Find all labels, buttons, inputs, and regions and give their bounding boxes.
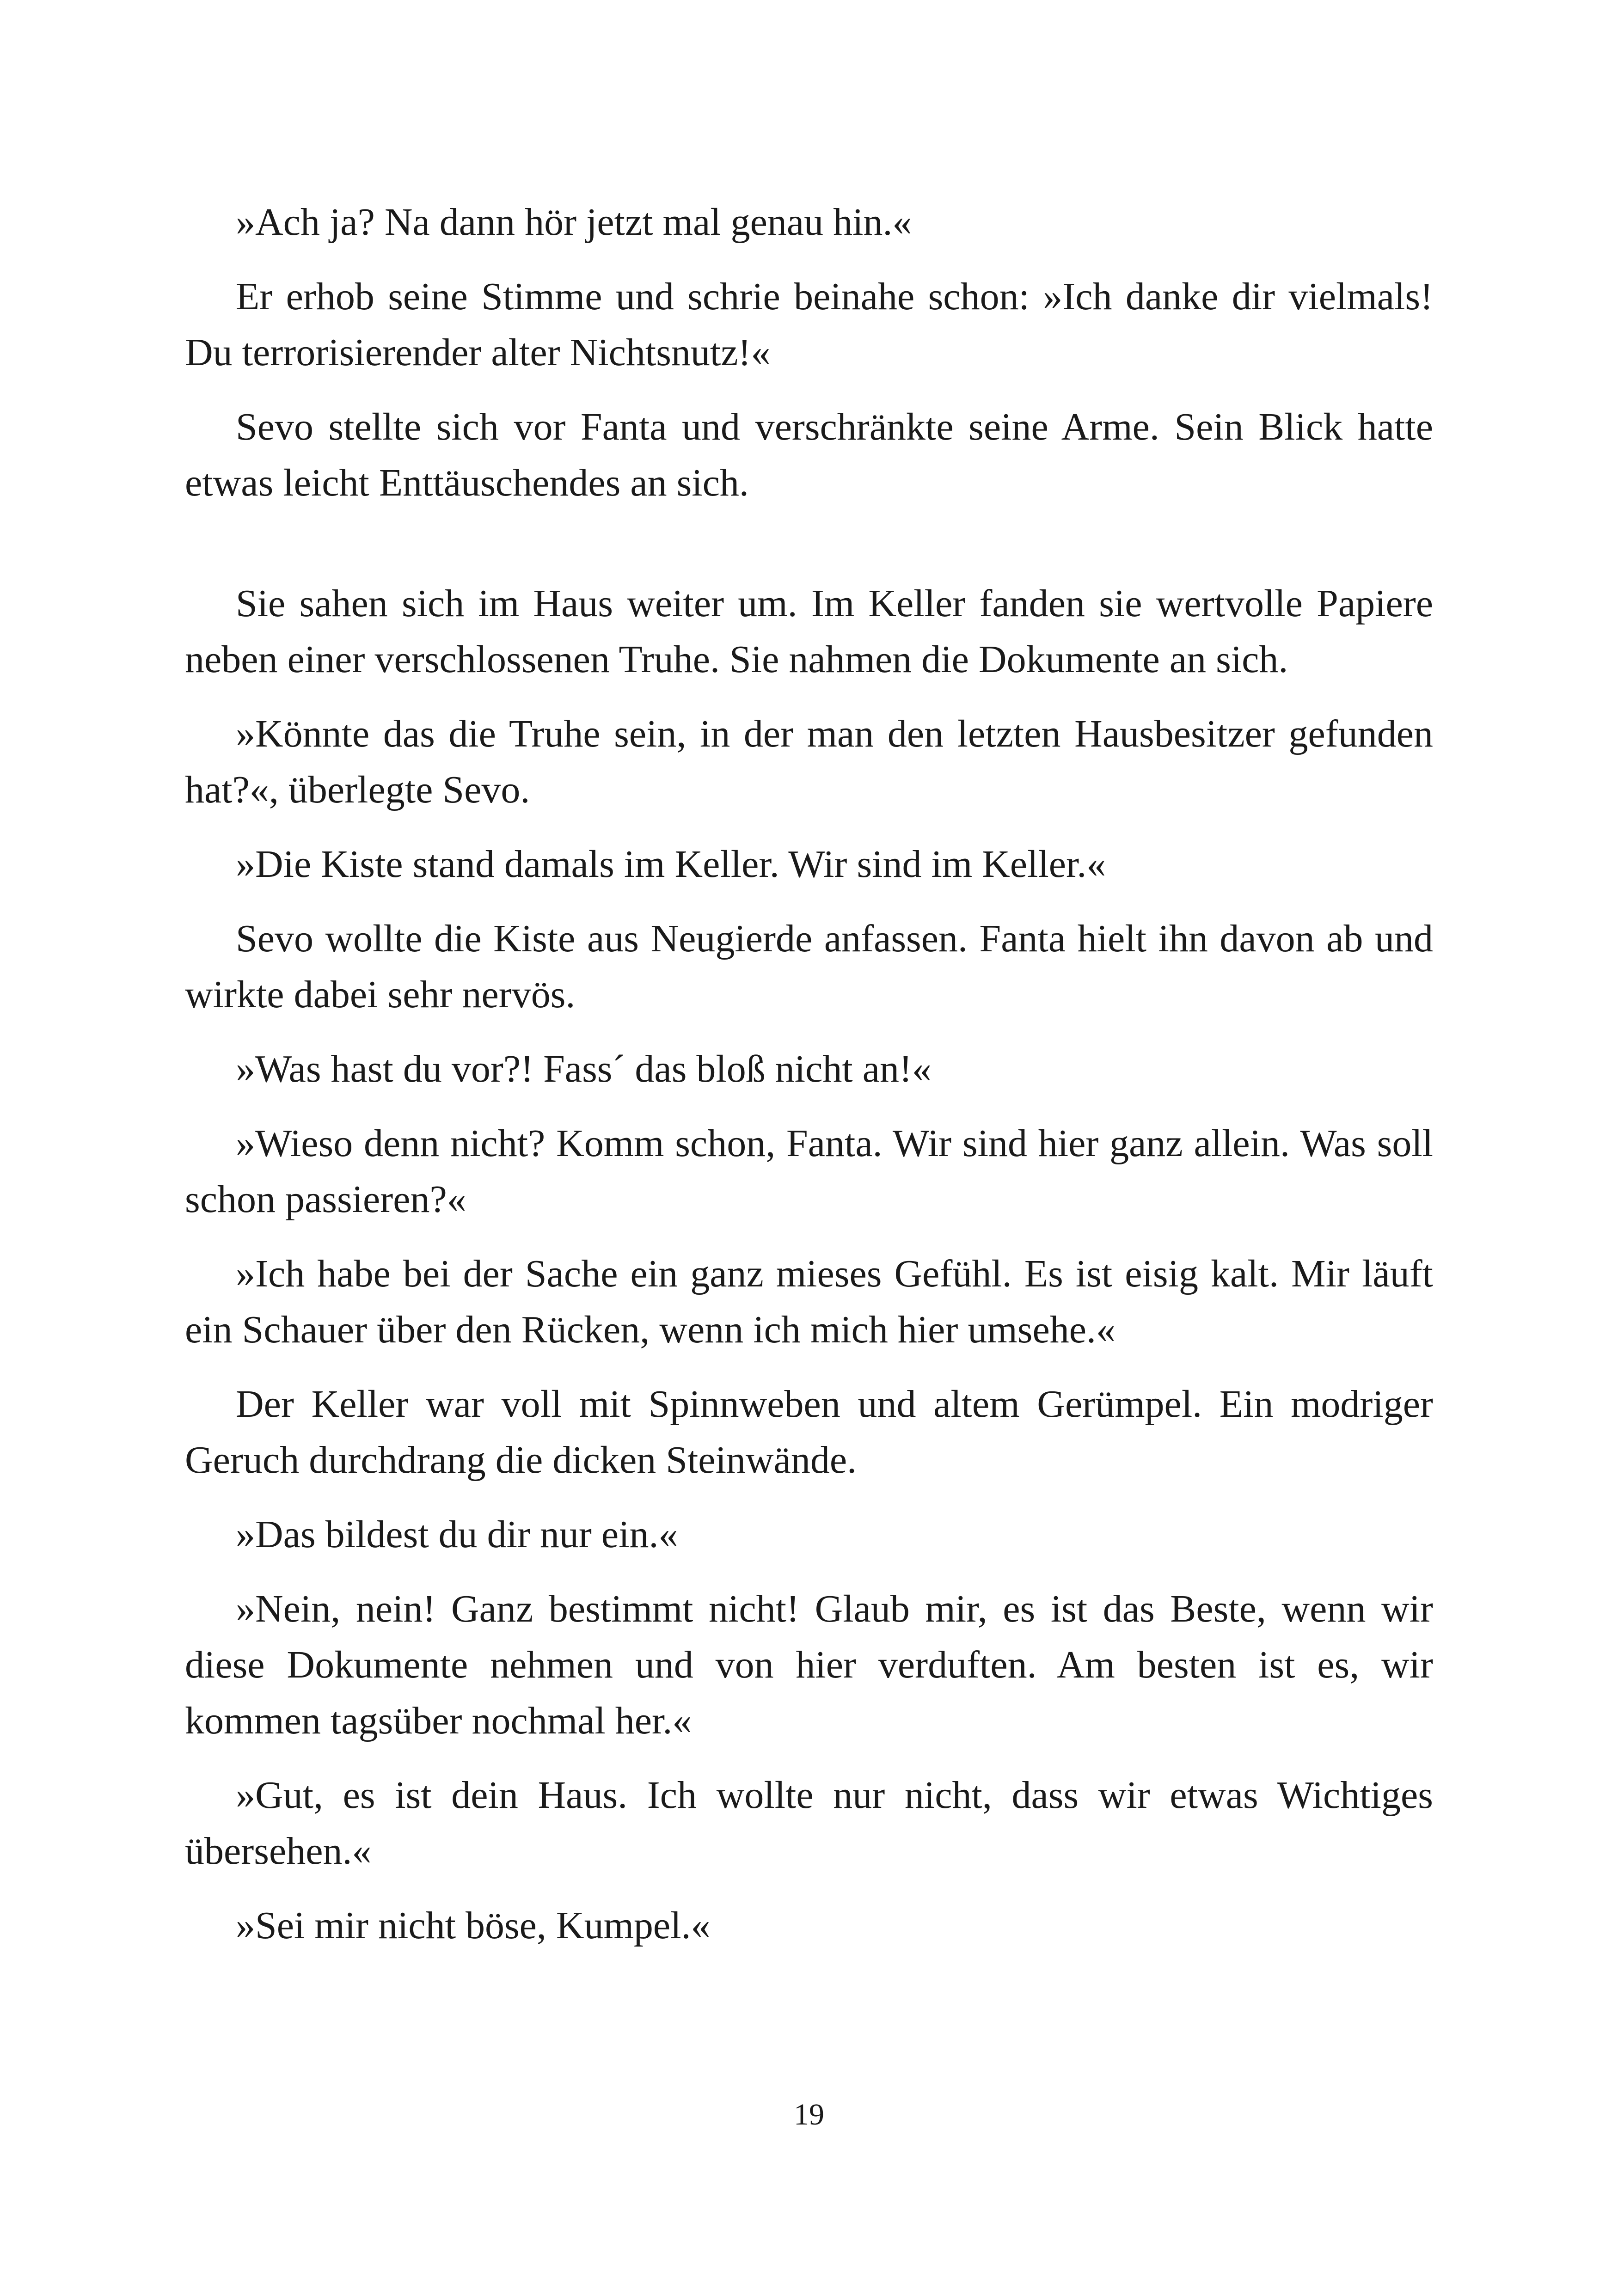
paragraph: Sevo stellte sich vor Fanta und verschränkte seine Arme. Sein Blick hatte etwas leicht Enttäuschendes an sich. — [185, 405, 1433, 504]
paragraph: »Nein, nein! Ganz bestimmt nicht! Glaub mir, es ist das Beste, wenn wir diese Dokumente nehmen und von hier verduften. Am besten ist es, wir kommen tagsüber nochmal her.« — [185, 1587, 1433, 1742]
paragraph: »Das bildest du dir nur ein.« — [236, 1513, 678, 1556]
paragraph: »Die Kiste stand damals im Keller. Wir sind im Keller.« — [236, 843, 1106, 886]
paragraph: »Sei mir nicht böse, Kumpel.« — [236, 1904, 711, 1947]
section-break — [185, 511, 1433, 576]
paragraph: »Könnte das die Truhe sein, in der man den letzten Hausbesitzer gefunden hat?«, überlegte Sevo. — [185, 712, 1433, 811]
paragraph: »Gut, es ist dein Haus. Ich wollte nur nicht, dass wir etwas Wichtiges übersehen.« — [185, 1774, 1433, 1873]
paragraph: Er erhob seine Stimme und schrie beinahe schon: »Ich danke dir vielmals! Du terrorisierender alter Nichtsnutz!« — [185, 275, 1433, 374]
paragraph: »Was hast du vor?! Fass´ das bloß nicht an!« — [236, 1047, 932, 1090]
paragraph: »Ach ja? Na dann hör jetzt mal genau hin.« — [236, 201, 912, 244]
paragraph: Sie sahen sich im Haus weiter um. Im Keller fanden sie wertvolle Papiere neben einer verschlossenen Truhe. Sie nahmen die Dokumente an sich. — [185, 582, 1433, 681]
paragraph: Sevo wollte die Kiste aus Neugierde anfassen. Fanta hielt ihn davon ab und wirkte dabei sehr nervös. — [185, 917, 1433, 1016]
page-number: 19 — [794, 2098, 824, 2131]
page-body-text — [185, 194, 1433, 1953]
paragraph: »Wieso denn nicht? Komm schon, Fanta. Wir sind hier ganz allein. Was soll schon passieren?« — [185, 1122, 1433, 1221]
paragraph: »Ich habe bei der Sache ein ganz mieses Gefühl. Es ist eisig kalt. Mir läuft ein Schauer über den Rücken, wenn ich mich hier umsehe.« — [185, 1252, 1433, 1351]
paragraph: Der Keller war voll mit Spinnweben und altem Gerümpel. Ein modriger Geruch durchdrang die dicken Steinwände. — [185, 1383, 1433, 1482]
